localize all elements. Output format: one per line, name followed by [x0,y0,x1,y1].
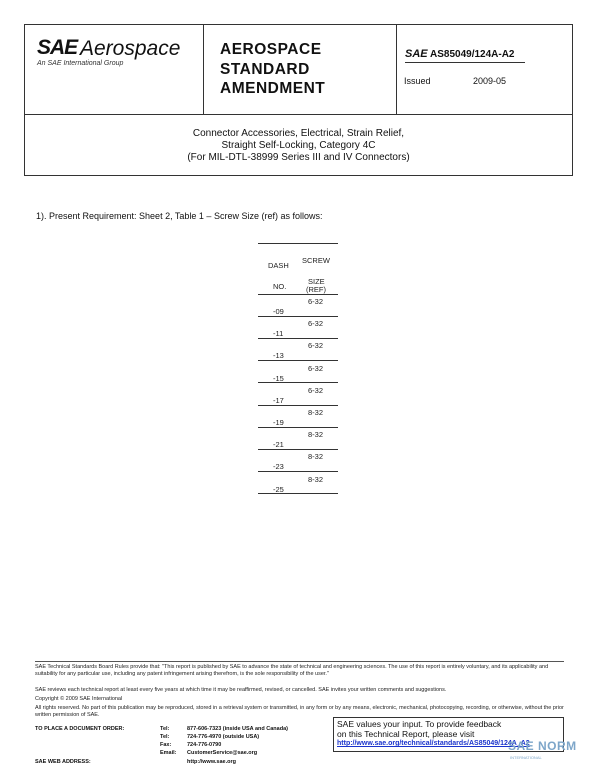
amendment-line: AEROSPACE [220,41,322,58]
web-address[interactable]: http://www.sae.org [187,759,236,765]
sae-logo-aerospace: Aerospace [80,37,181,60]
title-line: Straight Self-Locking, Category 4C [221,140,376,151]
order-label: TO PLACE A DOCUMENT ORDER: [35,726,125,732]
document-title [24,128,573,164]
cell-dash-no: -13 [273,351,284,361]
cell-dash-no: -19 [273,418,284,427]
amendment-line: STANDARD [220,60,310,78]
table-row-rule [258,449,338,450]
title-line: Connector Accessories, Electrical, Strain Relief, [192,128,405,139]
sae-norm-stamp: SAE NORM [508,739,577,753]
table-row-rule [258,427,338,428]
sae-norm-stamp-sub: INTERNATIONAL [510,755,542,760]
amendment-line: AMENDMENT [220,80,326,97]
doc-number-rule [405,62,525,63]
contact-label: Email: [160,750,177,756]
footer-rule [35,661,564,662]
footer-paragraph: SAE Technical Standards Board Rules provide that: "This report is published by SAE to advance the state of technical and engineering sciences. The use of this report is entirely voluntary, and its applicability and suitability for any particular use, including any patent infringement arising therefrom, is the sole responsibility of the user." [35,664,549,677]
table-row-rule [258,338,338,339]
contact-label: Fax: [160,742,172,748]
footer-paragraph: SAE reviews each technical report at least every five years at which time it may be reaffirmed, revised, or cancelled. SAE invites your written comments and suggestions. [35,687,447,693]
sae-logo-mark: SAE [37,36,78,59]
cell-dash-no: -09 [273,307,284,316]
cell-screw-size: 6-32 [308,297,324,306]
feedback-link[interactable]: http://www.sae.org/technical/standards/AS85049/124A_A2 [337,740,530,747]
cell-dash-no: -11 [273,329,284,339]
footer-paragraph: All rights reserved. No part of this publication may be reproduced, stored in a retrieval system or transmitted, in any form or by any means, electronic, mechanical, photocopying, recording, or otherwise, without the prior written permission of SAE. [35,705,564,718]
cell-screw-size: 6-32 [308,341,324,351]
requirement-text: 1). Present Requirement: Sheet 2, Table 1 – Screw Size (ref) as follows: [36,211,323,221]
feedback-line: SAE values your input. To provide feedback [337,719,502,729]
table-row-rule [258,382,338,383]
doc-sae-mark: SAE [405,48,428,60]
cell-screw-size: 6-32 [308,363,324,373]
issued-label: Issued [404,76,431,86]
col-header-screw: SIZE [308,277,325,286]
feedback-line: on this Technical Report, please visit [337,728,475,739]
web-label: SAE WEB ADDRESS: [35,759,91,765]
cell-screw-size: 8-32 [308,474,324,484]
issued-date: 2009-05 [473,76,507,86]
cell-dash-no: -25 [273,484,284,494]
table-row-rule [258,316,338,317]
col-header-dash: DASH [268,261,289,270]
cell-screw-size: 6-32 [308,385,324,395]
cell-screw-size: 8-32 [308,430,324,440]
contact-fax: 724-776-0790 [187,742,222,748]
cell-dash-no: -23 [273,462,284,472]
table-row-rule [258,493,338,494]
col-header-dash: NO. [273,282,287,291]
cell-screw-size: 8-32 [308,408,324,417]
cell-screw-size: 8-32 [308,452,324,462]
contact-phone: 724-776-4970 (outside USA) [187,734,260,740]
table-row-rule [258,360,338,361]
document-number: AS85049/124A-A2 [430,49,515,60]
table-header-rule [258,294,338,295]
table-row-rule [258,471,338,472]
header-divider [203,24,204,115]
footer-copyright: Copyright © 2009 SAE International [35,696,123,702]
header-divider [396,24,397,115]
contact-phone: 877-606-7323 (inside USA and Canada) [187,726,288,732]
contact-label: Tel: [160,726,170,732]
cell-screw-size: 6-32 [308,319,324,329]
amendment-title [220,40,325,99]
feedback-text [337,720,501,739]
cell-dash-no: -15 [273,373,284,383]
cell-dash-no: -21 [273,440,284,450]
table-row-rule [258,405,338,406]
col-header-screw: (REF) [306,285,326,294]
table-top-rule [258,243,338,244]
col-header-screw: SCREW [302,256,330,265]
contact-label: Tel: [160,734,170,740]
title-line: (For MIL-DTL-38999 Series III and IV Connectors) [187,152,410,163]
contact-email[interactable]: CustomerService@sae.org [187,750,258,756]
sae-logo-subtitle: An SAE International Group [37,60,124,67]
cell-dash-no: -17 [273,395,284,405]
